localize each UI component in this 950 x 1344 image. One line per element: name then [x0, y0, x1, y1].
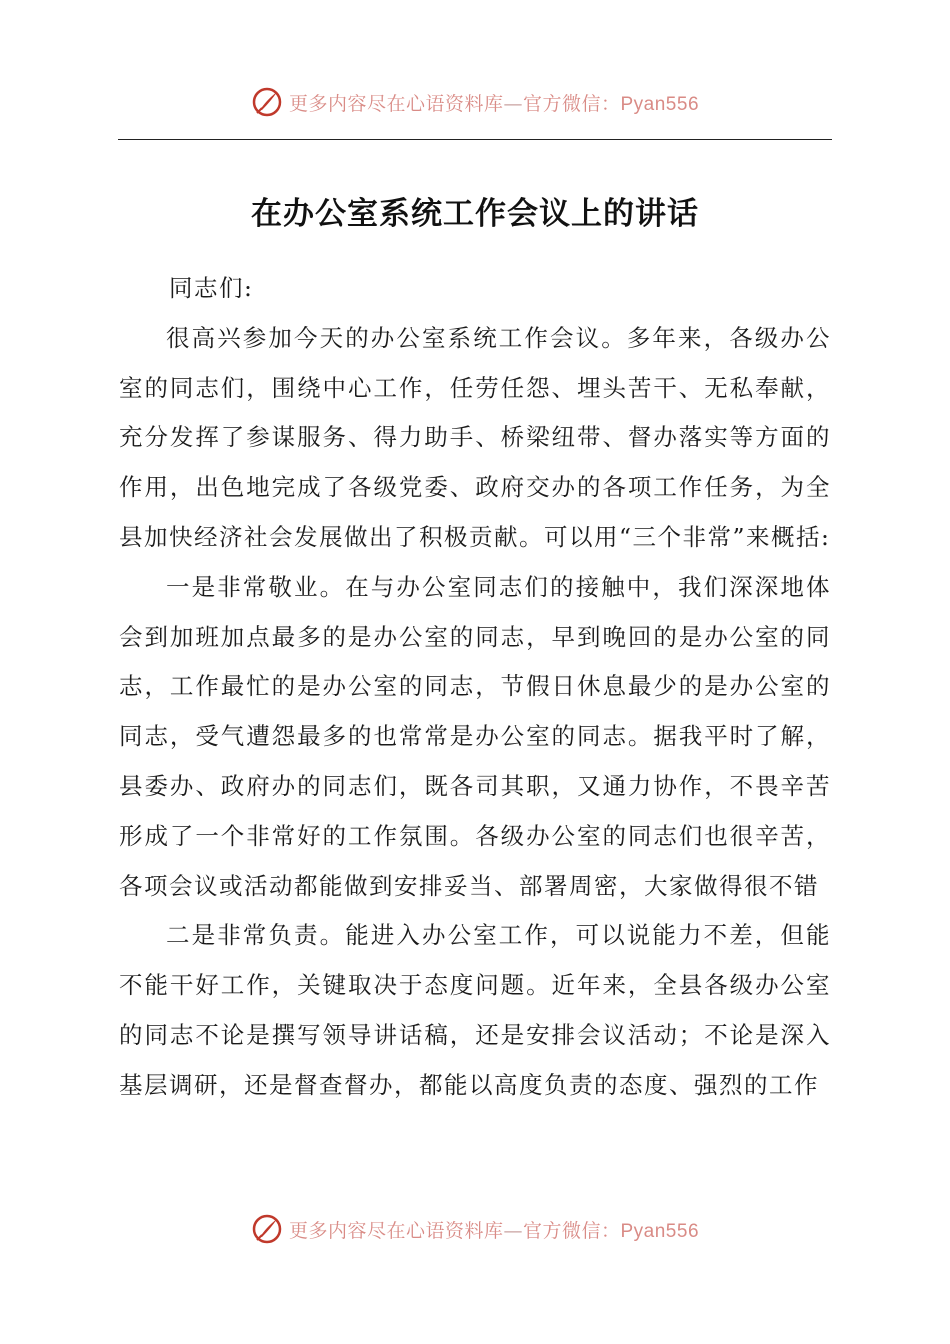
- banner-contact-id: Pyan556: [620, 1220, 700, 1242]
- quill-logo-icon: [251, 86, 283, 118]
- document-body: [119, 264, 831, 1111]
- banner-contact-label: 官方微信：: [522, 92, 621, 115]
- document-title: 在办公室系统工作会议上的讲话: [251, 196, 699, 232]
- banner-contact-id: Pyan556: [620, 93, 700, 115]
- banner-main-text: 更多内容尽在心语资料库: [288, 1219, 504, 1242]
- banner-separator: —: [503, 1219, 523, 1242]
- quill-logo-icon: [251, 1213, 283, 1245]
- banner-contact-label: 官方微信：: [522, 1219, 621, 1242]
- banner-text: [289, 89, 699, 116]
- header-banner: [0, 82, 950, 122]
- footer-banner: [0, 1209, 950, 1249]
- banner-separator: —: [503, 92, 523, 115]
- salutation: 同志们:: [169, 274, 254, 302]
- paragraph-3: 二是非常负责。能进入办公室工作，可以说能力不差，但能不能干好工作，关键取决于态度问题。近年来，全县各级办公室的同志不论是撰写领导讲话稿，还是安排会议活动；不论是深入基层调研，还是督查督办，都能以高度负责的态度、强烈的工作: [119, 921, 831, 1099]
- banner-text: [289, 1216, 699, 1243]
- banner-main-text: 更多内容尽在心语资料库: [288, 92, 504, 115]
- paragraph-1: 很高兴参加今天的办公室系统工作会议。多年来，各级办公室的同志们，围绕中心工作，任劳任怨、埋头苦干、无私奉献，充分发挥了参谋服务、得力助手、桥梁纽带、督办落实等方面的作用，出色地完成了各级党委、政府交办的各项工作任务，为全县加快经济社会发展做出了积极贡献。可以用“三个非常”来概括:: [119, 323, 831, 551]
- paragraph-2: 一是非常敬业。在与办公室同志们的接触中，我们深深地体会到加班加点最多的是办公室的同志，早到晚回的是办公室的同志，工作最忙的是办公室的同志，节假日休息最少的是办公室的同志，受气遭怨最多的也常常是办公室的同志。据我平时了解，县委办、政府办的同志们，既各司其职，又通力协作，不畏辛苦形成了一个非常好的工作氛围。各级办公室的同志们也很辛苦，各项会议或活动都能做到安排妥当、部署周密，大家做得很不错: [119, 572, 831, 900]
- header-rule: [118, 139, 832, 140]
